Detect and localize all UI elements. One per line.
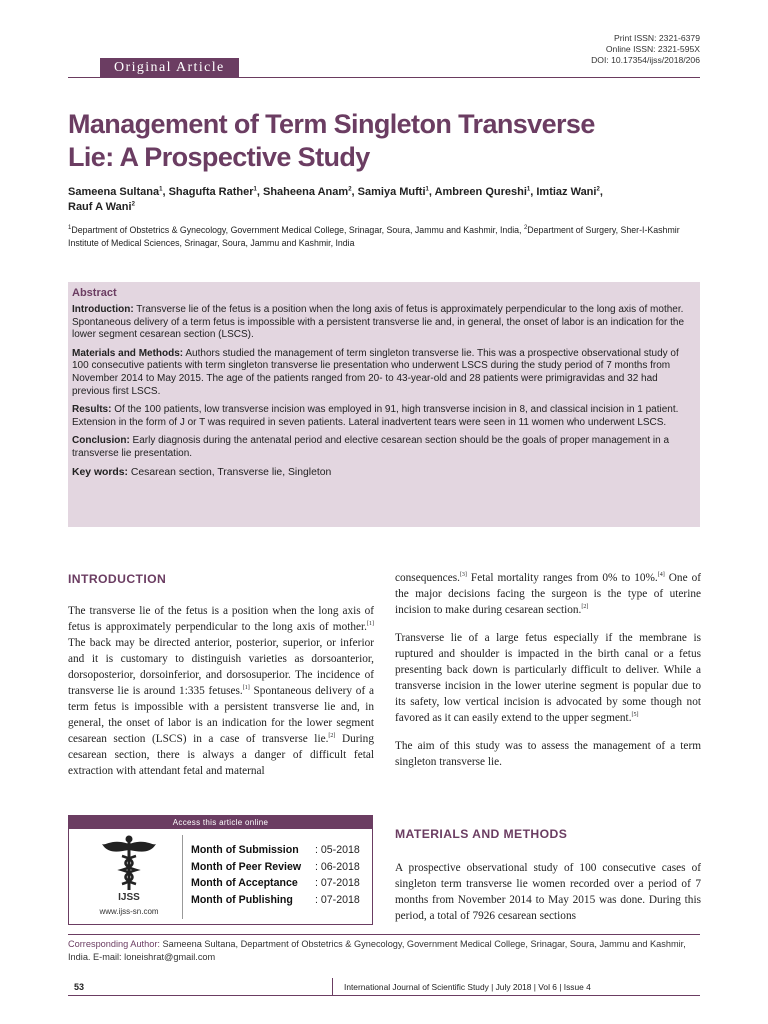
title-line-1: Management of Term Singleton Transverse [68, 109, 595, 139]
title-line-2: Lie: A Prospective Study [68, 142, 370, 172]
publication-dates [191, 842, 360, 908]
print-issn: Print ISSN: 2321-6379 [614, 33, 700, 43]
journal-citation: International Journal of Scientific Study | July 2018 | Vol 6 | Issue 4 [344, 982, 591, 992]
methods-heading: MATERIALS AND METHODS [395, 827, 568, 841]
right-paragraph-2: Transverse lie of a large fetus especially if the membrane is ruptured and shoulder is impacted in the birth canal or a fetus presenting back down is particularly difficult to deliver. While a transverse incision in the lower uterine segment is popular due to its safety, low vertical incision is advocated by some though not favored as it can easily extend to the upper segment.[5] [395, 632, 701, 724]
author: Ambreen Qureshi$^1$, [434, 186, 537, 198]
author: Samiya Mufti$^1$, [357, 186, 435, 198]
date-row: Month of Acceptance : 07-2018 [191, 877, 360, 889]
author: Rauf A Wani$^2$ [68, 201, 135, 213]
abstract-results: Results: Of the 100 patients, low transverse incision was employed in 91, high transverse incision in 8, and classical incision in 1 patient. Extension in the form of J or T was required in seven patients. Lateral inadvertent tears were seen in 11 women who underwent LSCS. [72, 404, 679, 428]
website-link[interactable]: www.ijss-sn.com [99, 907, 159, 916]
left-column [68, 603, 374, 788]
author: Shaheena Anam$^2$, [263, 186, 358, 198]
right-paragraph-1: consequences.[3] Fetal mortality ranges from 0% to 10%.[4] One of the major decisions facing the surgeon is the type of uterine incision to make during cesarean section.[2] [395, 572, 701, 616]
footer-line [68, 995, 700, 996]
logo-text: IJSS [118, 892, 140, 903]
corresponding-text: Sameena Sultana, Department of Obstetrics & Gynecology, Government Medical College, Srinagar, Soura, Jammu and Kashmir, India. E-mail: loneishrat@gmail.com [68, 939, 686, 962]
footer-divider [332, 978, 333, 995]
abstract-heading: Abstract [72, 287, 117, 299]
caduceus-icon [100, 834, 158, 892]
author: Sameena Sultana$^1$, [68, 186, 169, 198]
section-label-bar [68, 56, 700, 80]
introduction-heading: INTRODUCTION [68, 572, 167, 586]
date-row: Month of Publishing : 07-2018 [191, 893, 360, 906]
affiliations: $^1$Department of Obstetrics & Gynecology, Government Medical College, Srinagar, Soura, Jammu and Kashmir, India, $^2$Department of Surgery, Sher-I-Kashmir Institute of Medical Sciences, Srinagar, Soura, Jammu and Kashmir, India [68, 225, 680, 248]
corresponding-author [68, 934, 700, 963]
access-heading: Access this article online [69, 816, 372, 829]
right-column [395, 570, 701, 779]
journal-logo [89, 834, 169, 922]
page-number: 53 [74, 982, 85, 992]
article-title [68, 108, 688, 174]
doi: DOI: 10.17354/ijss/2018/206 [591, 55, 700, 65]
intro-paragraph: The transverse lie of the fetus is a position when the long axis of fetus is approximately perpendicular to the long axis of mother.[1] The back may be directed anterior, posterior, superior, or inferior and it is customary to distinguish varieties as dorsoanterior, dorsoposterior, dorsoinferior, and dorsosuperior. The incidence of transverse lie is around 1:335 fetuses.[1] Spontaneous delivery of a term fetus is impossible with a persistent transverse lie and, in general, the onset of labor is an indication for the lower segment cesarean section (LSCS) in a case of transverse lie.[2] During cesarean section, there is always a danger of difficult fetal extraction with attendant fetal and maternal [68, 605, 374, 777]
abstract-box [68, 282, 700, 527]
abstract-conclusion: Conclusion: Early diagnosis during the antenatal period and elective cesarean section should be the goals of proper management in a transverse lie presentation. [72, 435, 670, 459]
author: Shagufta Rather$^1$, [168, 186, 263, 198]
right-paragraph-3: The aim of this study was to assess the management of a term singleton transverse lie. [395, 740, 701, 768]
section-label: Original Article [100, 58, 239, 78]
methods-paragraph: A prospective observational study of 100 consecutive cases of singleton term transverse lie women recorded over a period of 7 months from November 2014 to May 2015 was done. During this period, a total of 7926 cesarean sections [395, 862, 701, 922]
access-article-box [68, 815, 373, 925]
methods-paragraph-container [395, 860, 701, 933]
page-footer [68, 978, 700, 996]
date-row: Month of Peer Review : 06-2018 [191, 860, 360, 873]
author-list [68, 185, 698, 215]
online-issn: Online ISSN: 2321-595X [605, 44, 700, 54]
date-row: Month of Submission : 05-2018 [191, 844, 360, 856]
corresponding-label: Corresponding Author: [68, 939, 160, 949]
keywords: Key words: Cesarean section, Transverse lie, Singleton [72, 466, 332, 478]
author: Imtiaz Wani$^2$, [536, 186, 603, 198]
access-divider [182, 835, 183, 919]
abstract-methods: Materials and Methods: Authors studied the management of term singleton transverse lie. This was a prospective observational study of 100 consecutive patients with term singleton transverse lie presentation who underwent LSCS during the study period of 7 months from November 2014 to May 2015. The age of the patients ranged from 20- to 43-year-old and 28 patients were primigravidas and 32 had previous first LSCS. [72, 347, 679, 397]
abstract-introduction: Introduction: Transverse lie of the fetus is a position when the long axis of fetus is approximately perpendicular to the long axis of mother. Spontaneous delivery of a term fetus is impossible with a persistent transverse lie and, in general, the onset of labor is an indication for the lower segment cesarean section (LSCS). [72, 304, 685, 341]
